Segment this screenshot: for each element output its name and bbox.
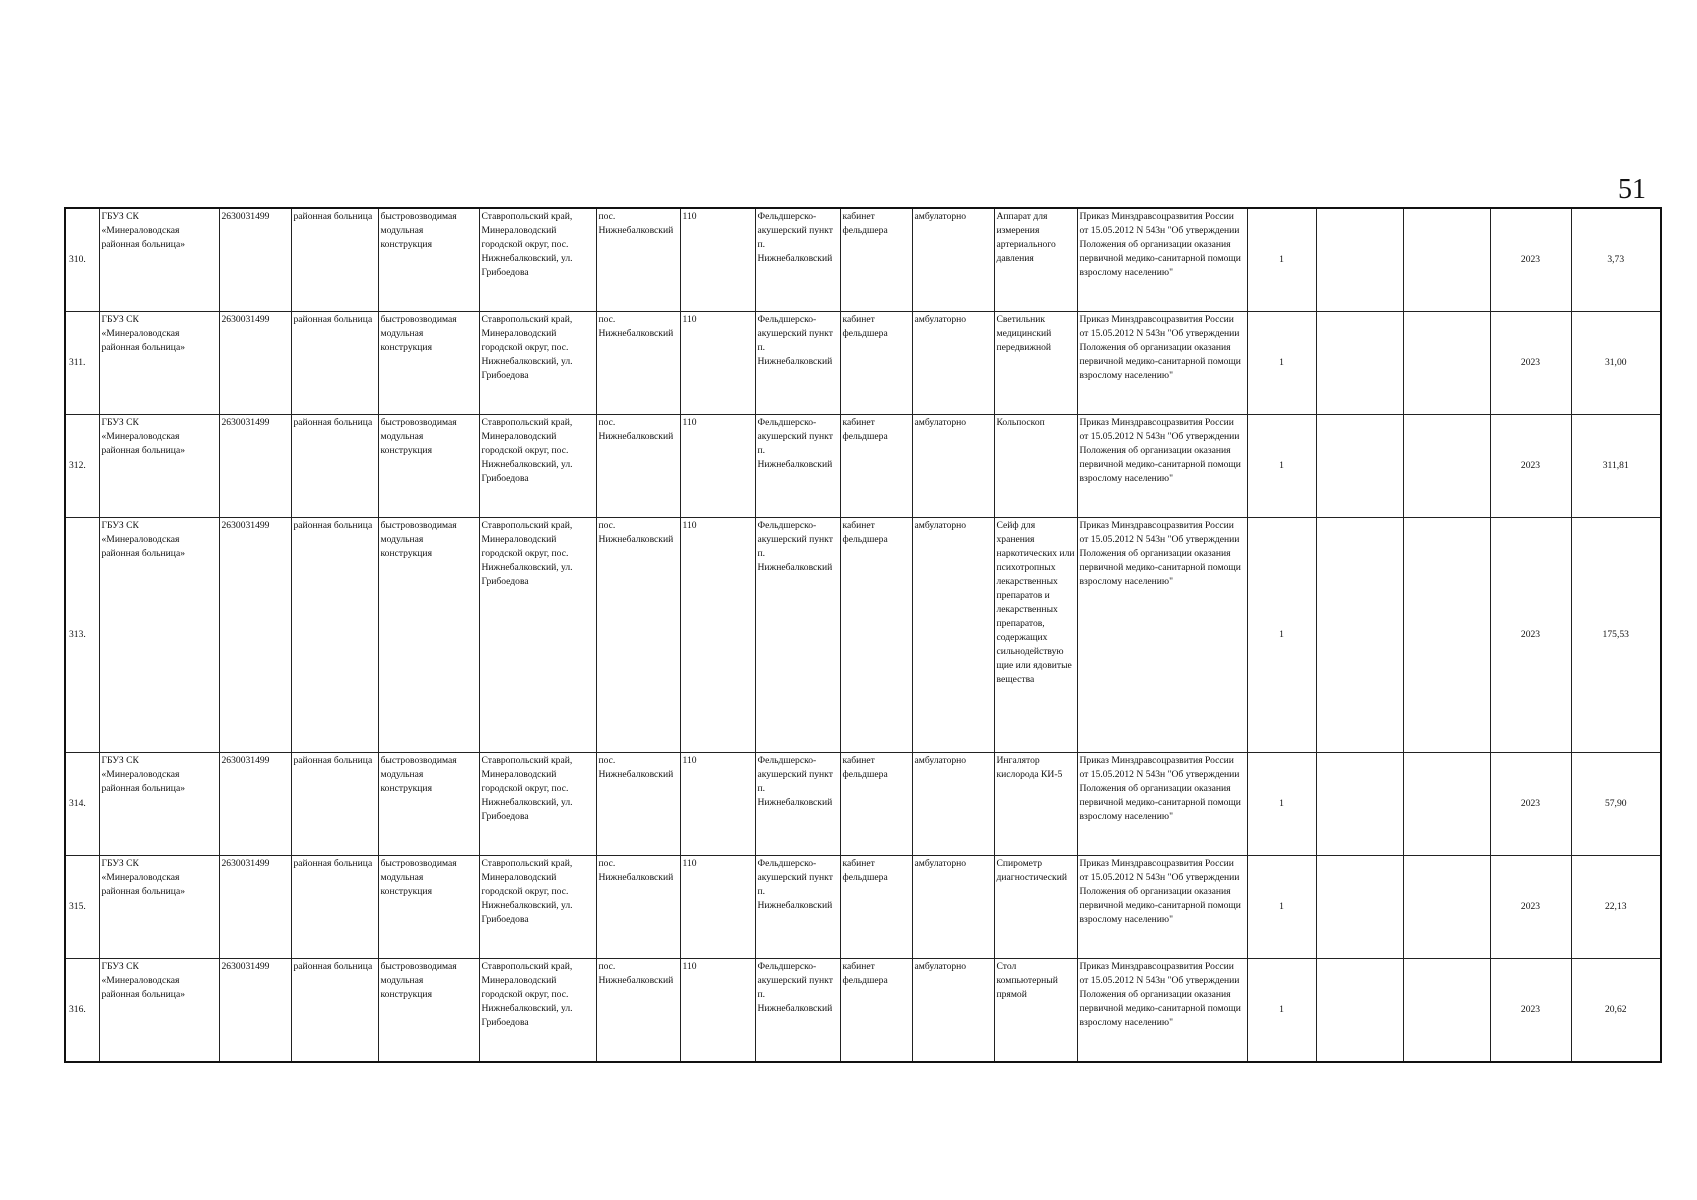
order-cell: Приказ Минздравсоцразвития России от 15.05.2012 N 543н "Об утверждении Положения об организации оказания первичной медико-санитарной помощи взрослому населению" xyxy=(1077,312,1247,415)
organization-cell: ГБУЗ СК «Минераловодская районная больница» xyxy=(99,856,219,959)
inn-cell: 2630031499 xyxy=(219,959,291,1063)
year-cell: 2023 xyxy=(1490,753,1571,856)
year-cell: 2023 xyxy=(1490,856,1571,959)
population-cell: 110 xyxy=(680,959,755,1063)
empty-cell xyxy=(1403,753,1490,856)
construction-cell: быстровозводимая модульная конструкция xyxy=(378,208,479,312)
population-cell: 110 xyxy=(680,753,755,856)
cost-cell: 3,73 xyxy=(1571,208,1661,312)
organization-cell: ГБУЗ СК «Минераловодская районная больница» xyxy=(99,959,219,1063)
care-type-cell: амбулаторно xyxy=(912,856,994,959)
cost-cell: 311,81 xyxy=(1571,415,1661,518)
facility-type-cell: районная больница xyxy=(291,856,378,959)
cost-cell: 57,90 xyxy=(1571,753,1661,856)
unit-cell: Фельдшерско-акушерский пункт п. Нижнебалковский xyxy=(755,415,840,518)
inn-cell: 2630031499 xyxy=(219,312,291,415)
address-cell: Ставропольский край, Минераловодский городской округ, пос. Нижнебалковский, ул. Грибоедова xyxy=(479,856,596,959)
table-row xyxy=(65,312,1661,415)
empty-cell xyxy=(1403,518,1490,753)
quantity-cell: 1 xyxy=(1247,959,1316,1063)
care-type-cell: амбулаторно xyxy=(912,518,994,753)
quantity-cell: 1 xyxy=(1247,415,1316,518)
quantity-cell: 1 xyxy=(1247,312,1316,415)
construction-cell: быстровозводимая модульная конструкция xyxy=(378,415,479,518)
table-row xyxy=(65,518,1661,753)
equipment-cell: Ингалятор кислорода КИ-5 xyxy=(994,753,1077,856)
empty-cell xyxy=(1316,208,1403,312)
equipment-cell: Кольпоскоп xyxy=(994,415,1077,518)
organization-cell: ГБУЗ СК «Минераловодская районная больница» xyxy=(99,415,219,518)
year-cell: 2023 xyxy=(1490,959,1571,1063)
settlement-cell: пос. Нижнебалковский xyxy=(596,208,680,312)
construction-cell: быстровозводимая модульная конструкция xyxy=(378,518,479,753)
row-number: 312. xyxy=(65,415,99,518)
inn-cell: 2630031499 xyxy=(219,208,291,312)
construction-cell: быстровозводимая модульная конструкция xyxy=(378,753,479,856)
equipment-cell: Стол компьютерный прямой xyxy=(994,959,1077,1063)
cost-cell: 20,62 xyxy=(1571,959,1661,1063)
room-cell: кабинет фельдшера xyxy=(840,959,912,1063)
row-number: 310. xyxy=(65,208,99,312)
facility-type-cell: районная больница xyxy=(291,518,378,753)
unit-cell: Фельдшерско-акушерский пункт п. Нижнебалковский xyxy=(755,856,840,959)
empty-cell xyxy=(1403,856,1490,959)
table-row xyxy=(65,415,1661,518)
construction-cell: быстровозводимая модульная конструкция xyxy=(378,312,479,415)
address-cell: Ставропольский край, Минераловодский городской округ, пос. Нижнебалковский, ул. Грибоедова xyxy=(479,312,596,415)
settlement-cell: пос. Нижнебалковский xyxy=(596,753,680,856)
cost-cell: 22,13 xyxy=(1571,856,1661,959)
empty-cell xyxy=(1316,415,1403,518)
facility-type-cell: районная больница xyxy=(291,415,378,518)
empty-cell xyxy=(1316,959,1403,1063)
care-type-cell: амбулаторно xyxy=(912,208,994,312)
row-number: 315. xyxy=(65,856,99,959)
empty-cell xyxy=(1403,415,1490,518)
settlement-cell: пос. Нижнебалковский xyxy=(596,518,680,753)
equipment-cell: Аппарат для измерения артериального давления xyxy=(994,208,1077,312)
care-type-cell: амбулаторно xyxy=(912,415,994,518)
construction-cell: быстровозводимая модульная конструкция xyxy=(378,856,479,959)
inn-cell: 2630031499 xyxy=(219,753,291,856)
empty-cell xyxy=(1316,312,1403,415)
quantity-cell: 1 xyxy=(1247,856,1316,959)
unit-cell: Фельдшерско-акушерский пункт п. Нижнебалковский xyxy=(755,753,840,856)
order-cell: Приказ Минздравсоцразвития России от 15.05.2012 N 543н "Об утверждении Положения об организации оказания первичной медико-санитарной помощи взрослому населению" xyxy=(1077,856,1247,959)
cost-cell: 31,00 xyxy=(1571,312,1661,415)
order-cell: Приказ Минздравсоцразвития России от 15.05.2012 N 543н "Об утверждении Положения об организации оказания первичной медико-санитарной помощи взрослому населению" xyxy=(1077,518,1247,753)
order-cell: Приказ Минздравсоцразвития России от 15.05.2012 N 543н "Об утверждении Положения об организации оказания первичной медико-санитарной помощи взрослому населению" xyxy=(1077,208,1247,312)
table-row xyxy=(65,208,1661,312)
cost-cell: 175,53 xyxy=(1571,518,1661,753)
order-cell: Приказ Минздравсоцразвития России от 15.05.2012 N 543н "Об утверждении Положения об организации оказания первичной медико-санитарной помощи взрослому населению" xyxy=(1077,753,1247,856)
quantity-cell: 1 xyxy=(1247,753,1316,856)
room-cell: кабинет фельдшера xyxy=(840,518,912,753)
empty-cell xyxy=(1316,856,1403,959)
address-cell: Ставропольский край, Минераловодский городской округ, пос. Нижнебалковский, ул. Грибоедова xyxy=(479,415,596,518)
unit-cell: Фельдшерско-акушерский пункт п. Нижнебалковский xyxy=(755,312,840,415)
room-cell: кабинет фельдшера xyxy=(840,415,912,518)
equipment-register-table xyxy=(64,207,1662,1063)
year-cell: 2023 xyxy=(1490,312,1571,415)
table-row xyxy=(65,959,1661,1063)
equipment-cell: Спирометр диагностический xyxy=(994,856,1077,959)
care-type-cell: амбулаторно xyxy=(912,959,994,1063)
unit-cell: Фельдшерско-акушерский пункт п. Нижнебалковский xyxy=(755,208,840,312)
organization-cell: ГБУЗ СК «Минераловодская районная больница» xyxy=(99,208,219,312)
equipment-cell: Сейф для хранения наркотических или психотропных лекарственных препаратов и лекарственных препаратов, содержащих сильнодействую щие или ядовитые вещества xyxy=(994,518,1077,753)
room-cell: кабинет фельдшера xyxy=(840,753,912,856)
empty-cell xyxy=(1316,518,1403,753)
empty-cell xyxy=(1403,312,1490,415)
room-cell: кабинет фельдшера xyxy=(840,312,912,415)
year-cell: 2023 xyxy=(1490,208,1571,312)
unit-cell: Фельдшерско-акушерский пункт п. Нижнебалковский xyxy=(755,959,840,1063)
room-cell: кабинет фельдшера xyxy=(840,856,912,959)
room-cell: кабинет фельдшера xyxy=(840,208,912,312)
address-cell: Ставропольский край, Минераловодский городской округ, пос. Нижнебалковский, ул. Грибоедова xyxy=(479,208,596,312)
quantity-cell: 1 xyxy=(1247,518,1316,753)
table-row xyxy=(65,753,1661,856)
address-cell: Ставропольский край, Минераловодский городской округ, пос. Нижнебалковский, ул. Грибоедова xyxy=(479,753,596,856)
empty-cell xyxy=(1403,959,1490,1063)
equipment-cell: Светильник медицинский передвижной xyxy=(994,312,1077,415)
year-cell: 2023 xyxy=(1490,518,1571,753)
inn-cell: 2630031499 xyxy=(219,518,291,753)
page-number: 51 xyxy=(1618,174,1646,205)
inn-cell: 2630031499 xyxy=(219,415,291,518)
row-number: 314. xyxy=(65,753,99,856)
organization-cell: ГБУЗ СК «Минераловодская районная больница» xyxy=(99,753,219,856)
facility-type-cell: районная больница xyxy=(291,959,378,1063)
row-number: 311. xyxy=(65,312,99,415)
order-cell: Приказ Минздравсоцразвития России от 15.05.2012 N 543н "Об утверждении Положения об организации оказания первичной медико-санитарной помощи взрослому населению" xyxy=(1077,415,1247,518)
facility-type-cell: районная больница xyxy=(291,208,378,312)
population-cell: 110 xyxy=(680,208,755,312)
settlement-cell: пос. Нижнебалковский xyxy=(596,312,680,415)
settlement-cell: пос. Нижнебалковский xyxy=(596,959,680,1063)
row-number: 316. xyxy=(65,959,99,1063)
address-cell: Ставропольский край, Минераловодский городской округ, пос. Нижнебалковский, ул. Грибоедова xyxy=(479,518,596,753)
facility-type-cell: районная больница xyxy=(291,753,378,856)
table-row xyxy=(65,856,1661,959)
organization-cell: ГБУЗ СК «Минераловодская районная больница» xyxy=(99,312,219,415)
empty-cell xyxy=(1403,208,1490,312)
care-type-cell: амбулаторно xyxy=(912,753,994,856)
population-cell: 110 xyxy=(680,415,755,518)
population-cell: 110 xyxy=(680,518,755,753)
organization-cell: ГБУЗ СК «Минераловодская районная больница» xyxy=(99,518,219,753)
settlement-cell: пос. Нижнебалковский xyxy=(596,415,680,518)
construction-cell: быстровозводимая модульная конструкция xyxy=(378,959,479,1063)
inn-cell: 2630031499 xyxy=(219,856,291,959)
care-type-cell: амбулаторно xyxy=(912,312,994,415)
order-cell: Приказ Минздравсоцразвития России от 15.05.2012 N 543н "Об утверждении Положения об организации оказания первичной медико-санитарной помощи взрослому населению" xyxy=(1077,959,1247,1063)
facility-type-cell: районная больница xyxy=(291,312,378,415)
unit-cell: Фельдшерско-акушерский пункт п. Нижнебалковский xyxy=(755,518,840,753)
population-cell: 110 xyxy=(680,312,755,415)
address-cell: Ставропольский край, Минераловодский городской округ, пос. Нижнебалковский, ул. Грибоедова xyxy=(479,959,596,1063)
settlement-cell: пос. Нижнебалковский xyxy=(596,856,680,959)
year-cell: 2023 xyxy=(1490,415,1571,518)
quantity-cell: 1 xyxy=(1247,208,1316,312)
empty-cell xyxy=(1316,753,1403,856)
population-cell: 110 xyxy=(680,856,755,959)
row-number: 313. xyxy=(65,518,99,753)
